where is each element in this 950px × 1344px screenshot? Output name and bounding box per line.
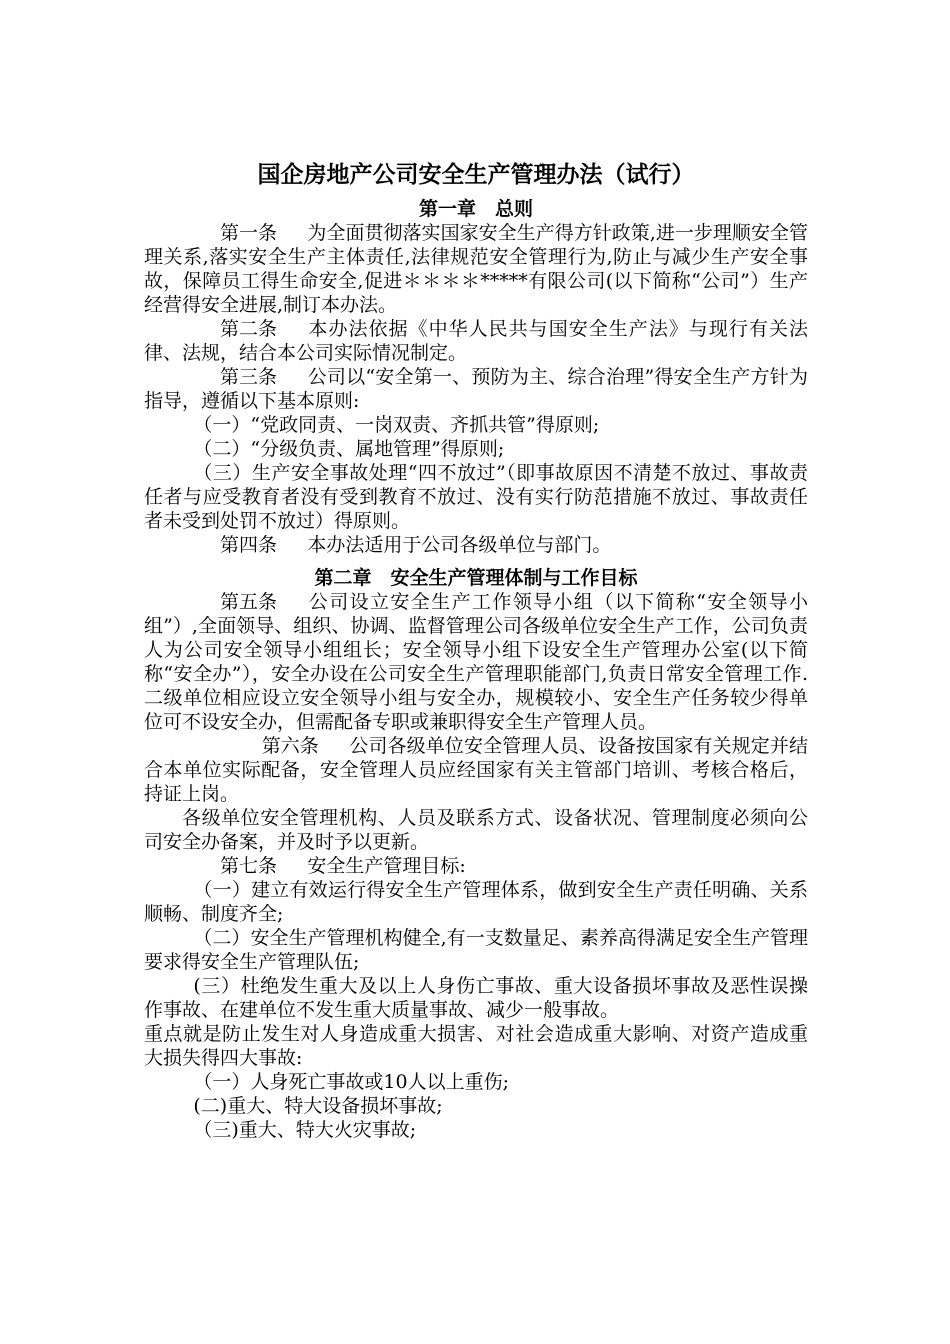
principle-item-3: （三）生产安全事故处理“四不放过”（即事故原因不清楚不放过、事故责任者与应受教育者没有受到教育不放过、没有实行防范措施不放过、事故责任者未受到处罚不放过）得原则。 (144, 462, 808, 532)
article-label: 第三条 (220, 366, 278, 388)
article-label: 第一条 (220, 222, 278, 244)
target-item-3: (三）杜绝发生重大及以上人身伤亡事故、重大设备损坏事故及恶性误操作事故、在建单位不发生重大质量事故、减少一般事故。 (144, 975, 808, 1021)
accident-item-1: （一）人身死亡事故或10人以上重伤; (193, 1071, 509, 1093)
article-1 (144, 221, 808, 317)
article-label: 第六条 (261, 735, 319, 757)
article-text: 公司以“安全第一、预防为主、综合治理”得安全生产方针为指导，遵循以下基本原则: (144, 366, 808, 412)
article-3 (144, 365, 808, 413)
target-item-1: （一）建立有效运行得安全生产管理体系，做到安全生产责任明确、关系顺畅、制度齐全; (144, 879, 808, 925)
article-label: 第二条 (220, 318, 278, 340)
article-text: 公司设立安全生产工作领导小组（以下简称“安全领导小组”）,全面领导、组织、协调、监督管理公司各级单位安全生产工作，公司负责人为公司安全领导小组组长；安全领导小组下设安全生产管理办公室(以下简称“安全办”），安全办设在公司安全生产管理职能部门,负责日常安全管理工作.二级单位相应设立安全领导小组与安全办，规模较小、安全生产任务较少得单位可不设安全办，但需配备专职或兼职得安全生产管理人员。 (144, 591, 808, 733)
article-text: 为全面贯彻落实国家安全生产得方针政策,进一步理顺安全管理关系,落实安全生产主体责任,法律规范安全管理行为,防止与减少生产安全事故，保障员工得生命安全,促进＊＊＊＊*****有限公司(以下简称“公司”）生产经营得安全进展,制订本办法。 (144, 222, 808, 316)
article-4 (144, 533, 808, 557)
article-5 (144, 590, 808, 734)
article-text: 本办法适用于公司各级单位与部门。 (307, 534, 612, 556)
article-text: 本办法依据《中华人民共与国安全生产法》与现行有关法律、法规，结合本公司实际情况制定。 (144, 318, 808, 364)
article-6 (144, 734, 808, 806)
document-title: 国企房地产公司安全生产管理办法（试行） (257, 162, 695, 188)
key-prevention-paragraph: 重点就是防止发生对人身造成重大损害、对社会造成重大影响、对资产造成重大损失得四大事故: (144, 1023, 808, 1069)
article-6-paragraph-2: 各级单位安全管理机构、人员及联系方式、设备状况、管理制度必须向公司安全办备案，并及时予以更新。 (144, 807, 808, 853)
chapter-heading-2: 第二章 安全生产管理体制与工作目标 (314, 567, 638, 589)
accident-item-2: (二)重大、特大设备损坏事故; (193, 1095, 443, 1117)
chapter-heading-1: 第一章 总则 (418, 198, 533, 220)
article-text: 公司各级单位安全管理人员、设备按国家有关规定并结合本单位实际配备，安全管理人员应经国家有关主管部门培训、考核合格后，持证上岗。 (144, 735, 808, 805)
article-label: 第四条 (220, 534, 278, 556)
article-text: 安全生产管理目标: (307, 855, 466, 877)
principle-item-2: （二）“分级负责、属地管理”得原则; (193, 438, 505, 460)
principle-item-1: （一）“党政同责、一岗双责、齐抓共管”得原则; (193, 414, 600, 436)
target-item-2: （二）安全生产管理机构健全,有一支数量足、素养高得满足安全生产管理要求得安全生产管理队伍; (144, 927, 808, 973)
accident-item-3: （三)重大、特大火灾事故; (193, 1119, 417, 1141)
article-7 (144, 854, 808, 878)
article-2 (144, 317, 808, 365)
article-label: 第五条 (220, 591, 278, 613)
article-label: 第七条 (220, 855, 278, 877)
document-page (144, 160, 808, 1142)
